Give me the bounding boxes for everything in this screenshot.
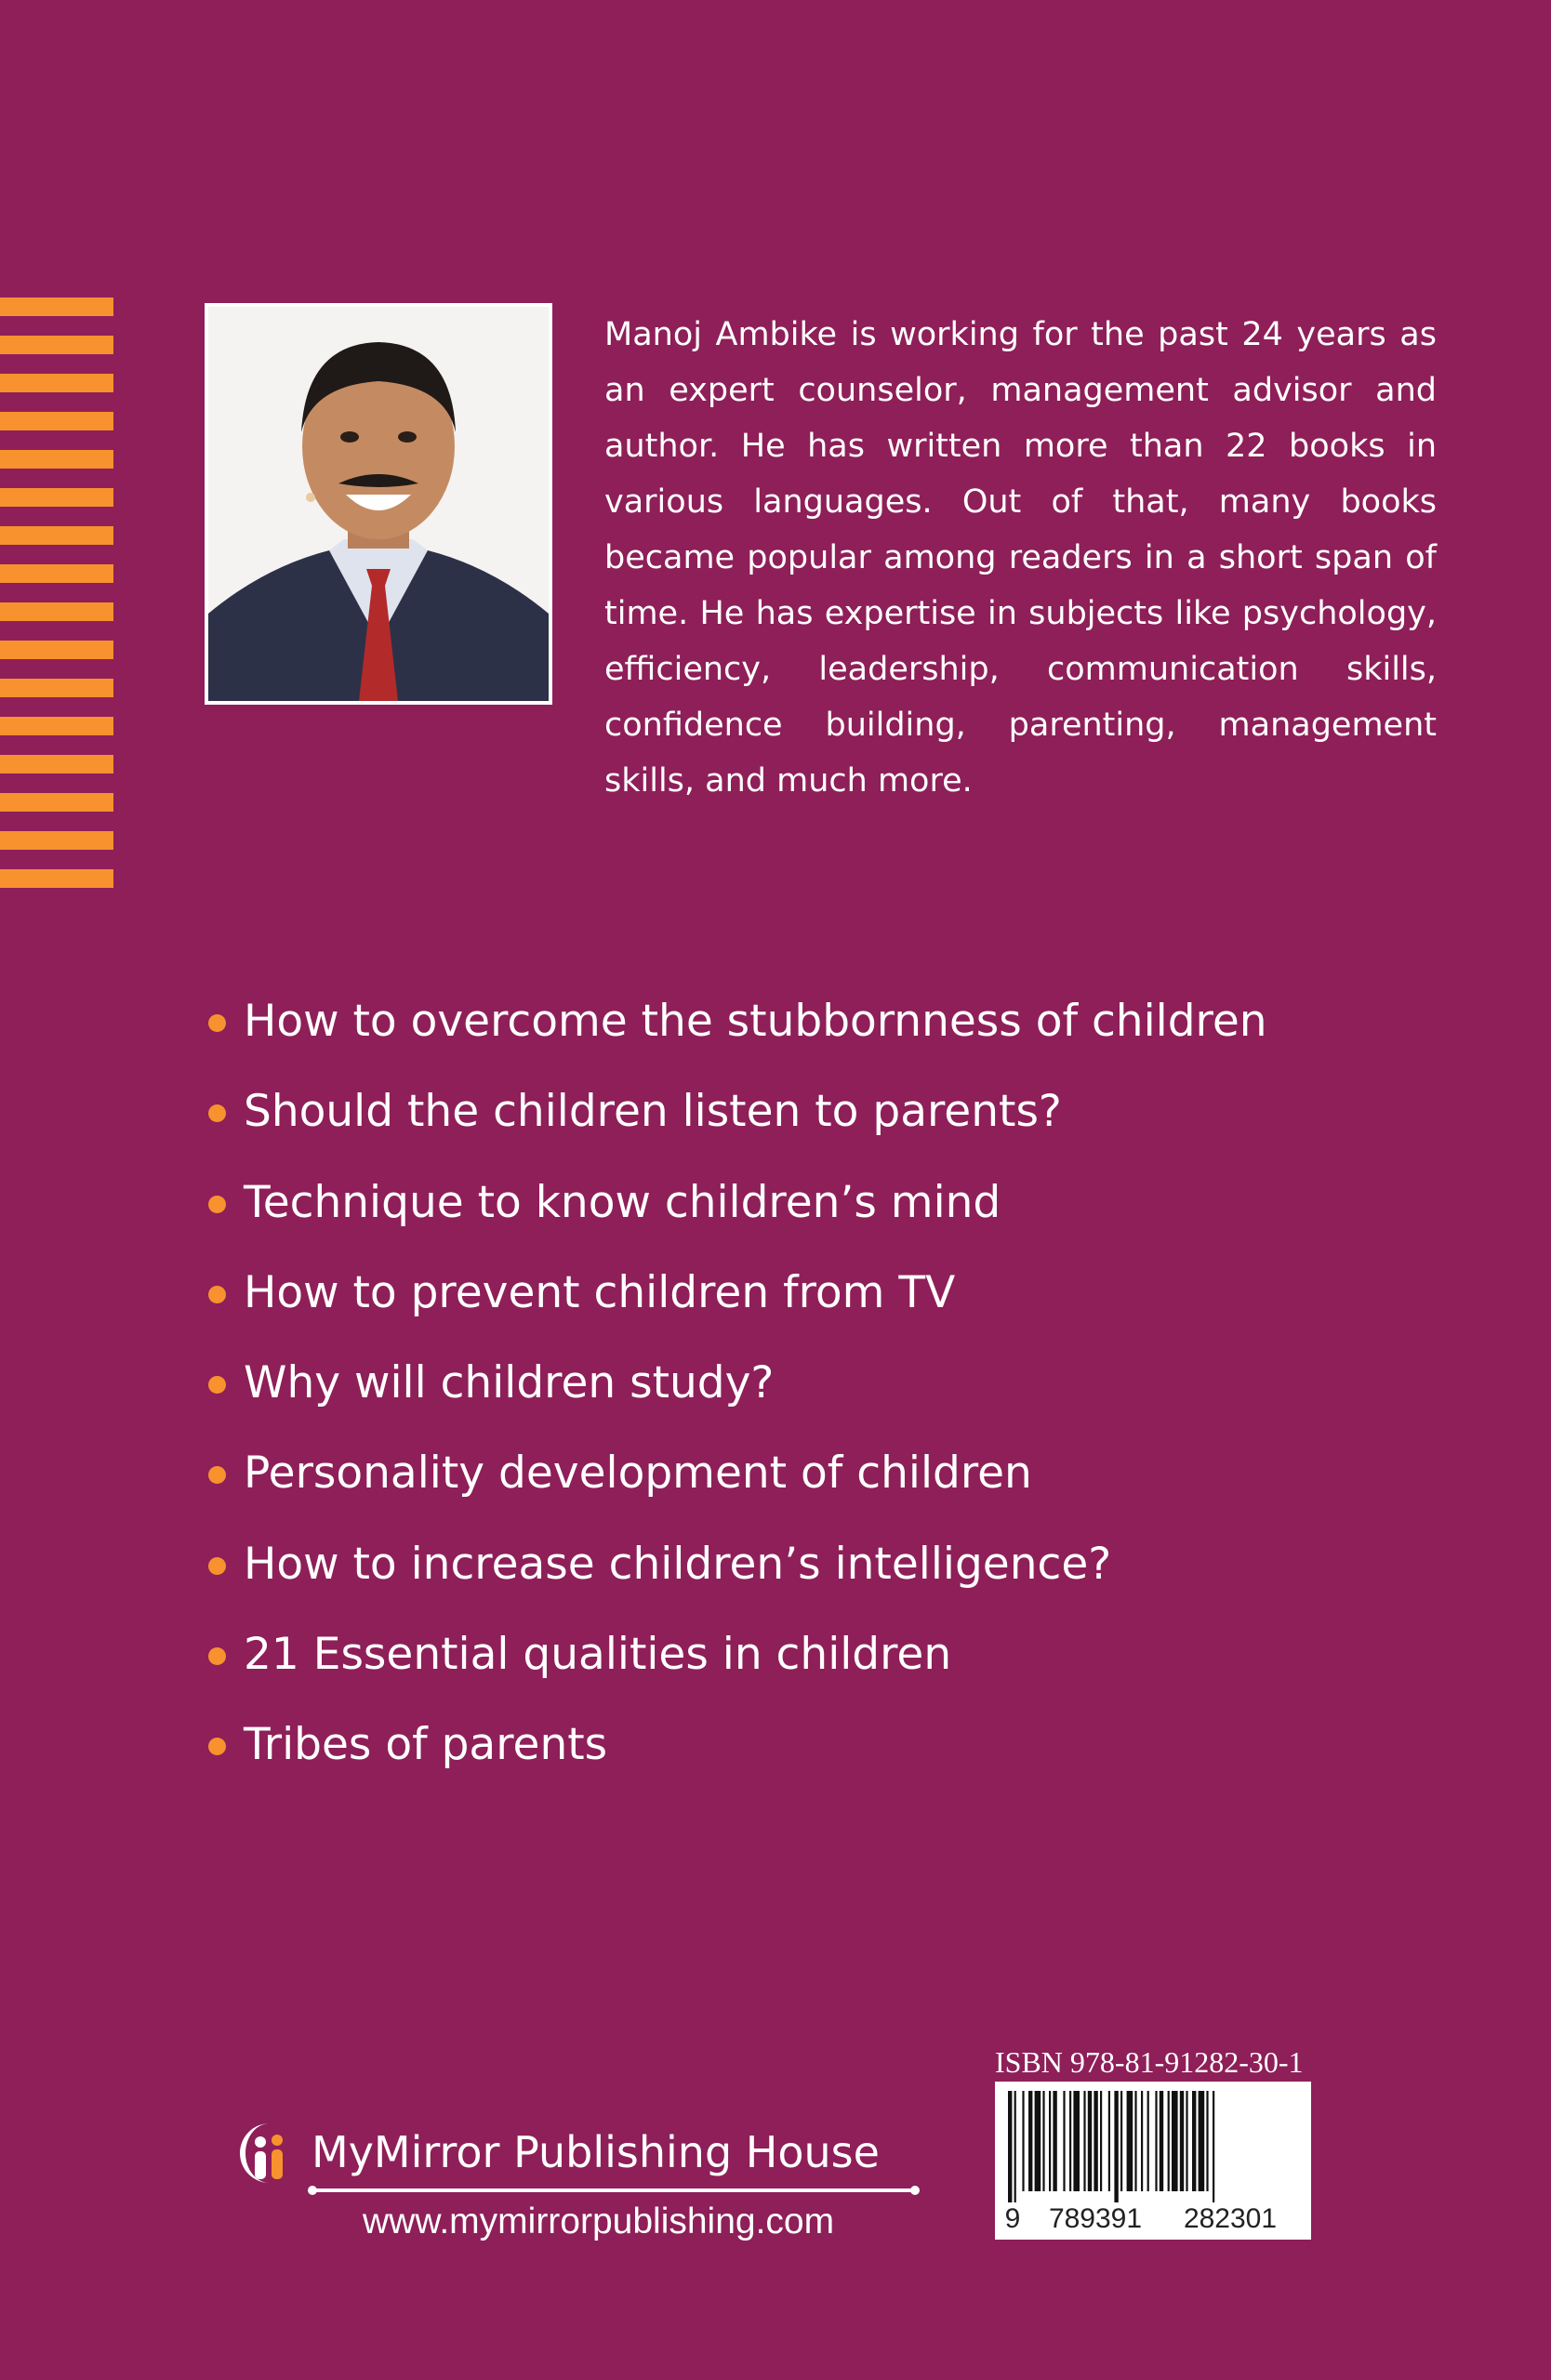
barcode-bar	[1206, 2091, 1208, 2191]
barcode-bar	[1186, 2091, 1187, 2191]
decorative-stripes	[0, 298, 113, 902]
family-logo-icon	[232, 2120, 294, 2187]
publisher-name: MyMirror Publishing House	[312, 2127, 880, 2177]
list-item: Why will children study?	[205, 1338, 1267, 1428]
barcode-bar	[1180, 2091, 1184, 2191]
barcode-bar	[1199, 2091, 1205, 2191]
barcode-bar	[1127, 2091, 1133, 2191]
barcode-bar	[1172, 2091, 1178, 2191]
list-item: Tribes of parents	[205, 1699, 1267, 1790]
list-item: Personality development of children	[205, 1428, 1267, 1518]
barcode-bar	[1213, 2091, 1214, 2202]
barcode-bar	[1094, 2091, 1097, 2191]
barcode-bar	[1008, 2091, 1012, 2202]
list-item: How to increase children’s intelligence?	[205, 1519, 1267, 1609]
barcode-bar	[1108, 2091, 1110, 2191]
publisher-underline	[312, 2188, 916, 2192]
barcode-digit-first: 9	[1004, 2203, 1021, 2234]
author-portrait-icon	[208, 307, 549, 701]
barcode-bar	[1069, 2091, 1071, 2191]
barcode-bar	[1014, 2091, 1016, 2202]
barcode-bar	[1083, 2091, 1085, 2191]
barcode-bar	[1053, 2091, 1056, 2191]
barcode-bar	[1141, 2091, 1143, 2191]
list-item: How to overcome the stubbornness of children	[205, 976, 1267, 1066]
topics-list	[205, 976, 1267, 1791]
list-item: Technique to know children’s mind	[205, 1157, 1267, 1248]
barcode-digits-right: 282301	[1183, 2203, 1278, 2234]
barcode-bar	[1155, 2091, 1157, 2191]
barcode-bar	[1022, 2091, 1024, 2191]
barcode	[995, 2082, 1311, 2240]
barcode-digits	[995, 2202, 1311, 2236]
barcode-bar	[1063, 2091, 1065, 2191]
barcode-bar	[1042, 2091, 1044, 2191]
author-bio: Manoj Ambike is working for the past 24 years as an expert counselor, management advisor and author. He has written more than 22 books in various languages. Out of that, many books became popular among readers in a short span of time. He has expertise in subjects like psychology, efficiency, leadership, communication skills, confidence building, parenting, management skills, and much more.	[604, 316, 1437, 800]
barcode-bar	[1100, 2091, 1102, 2191]
isbn-text: ISBN 978-81-91282-30-1	[995, 2045, 1304, 2079]
barcode-bar	[1120, 2091, 1122, 2191]
barcode-bar	[1192, 2091, 1196, 2191]
barcode-bars	[1006, 2091, 1300, 2202]
list-item: 21 Essential qualities in children	[205, 1609, 1267, 1699]
barcode-bar	[1088, 2091, 1092, 2191]
barcode-digits-left: 789391	[1048, 2203, 1143, 2234]
barcode-bar	[1035, 2091, 1041, 2191]
list-item: Should the children listen to parents?	[205, 1066, 1267, 1157]
list-item: How to prevent children from TV	[205, 1248, 1267, 1338]
barcode-bar	[1134, 2091, 1136, 2191]
barcode-bar	[1114, 2091, 1118, 2202]
barcode-bar	[1028, 2091, 1032, 2191]
barcode-bar	[1160, 2091, 1163, 2191]
barcode-bar	[1168, 2091, 1170, 2191]
publisher-website[interactable]: www.mymirrorpublishing.com	[363, 2202, 835, 2241]
barcode-bar	[1147, 2091, 1149, 2191]
barcode-bar	[1049, 2091, 1051, 2191]
barcode-bar	[1073, 2091, 1080, 2191]
author-photo	[205, 303, 552, 705]
